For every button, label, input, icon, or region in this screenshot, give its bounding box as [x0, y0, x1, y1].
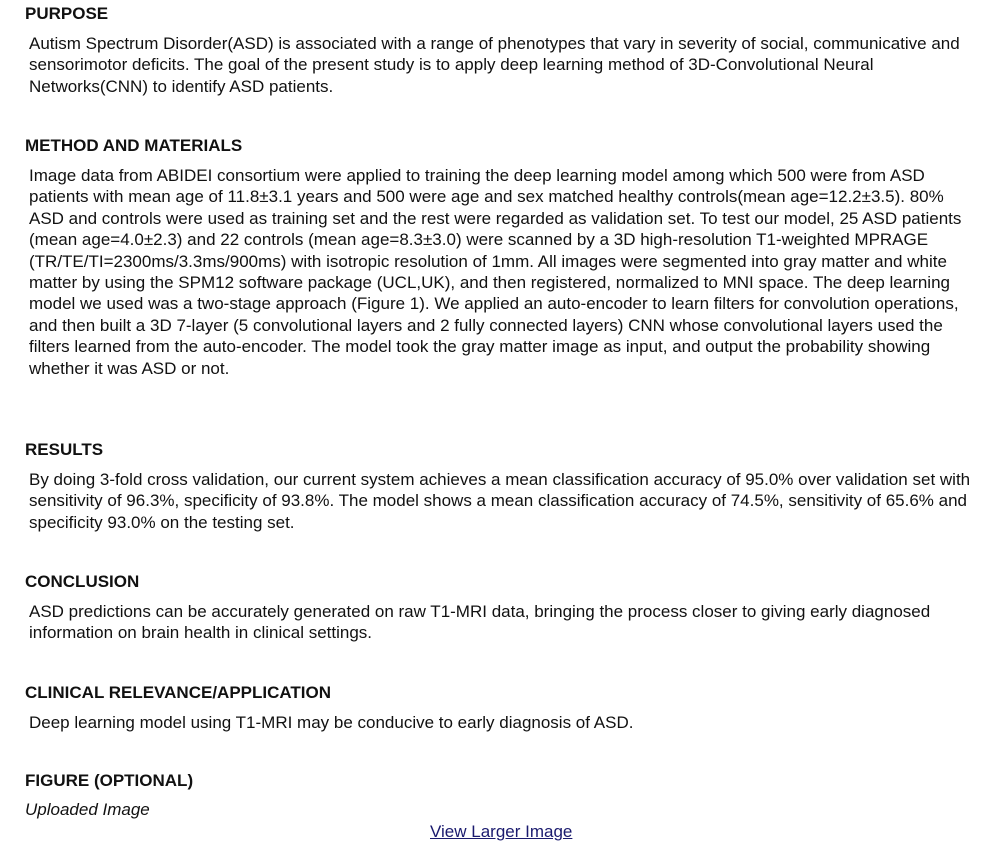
section-heading: CONCLUSION — [25, 572, 140, 591]
view-larger-image-link[interactable]: View Larger Image — [430, 822, 573, 841]
section-conclusion — [25, 572, 975, 644]
section-figure — [25, 771, 975, 820]
section-results — [25, 440, 975, 533]
section-heading: FIGURE (OPTIONAL) — [25, 771, 194, 790]
section-text: By doing 3-fold cross validation, our current system achieves a mean classification accuracy of 95.0% over validation set with sensitivity of 96.3%, specificity of 93.8%. The model shows a mean classification accuracy of 74.5%, sensitivity of 65.6% and specificity 93.0% on the testing set. — [29, 470, 971, 532]
section-text: Deep learning model using T1-MRI may be conducive to early diagnosis of ASD. — [29, 713, 634, 732]
section-text: Image data from ABIDEI consortium were applied to training the deep learning model among which 500 were from ASD patients with mean age of 11.8±3.1 years and 500 were age and sex matched healthy controls(mean age=12.2±3.5). 80% ASD and controls were used as training set and the rest were regarded as validation set. To test our model, 25 ASD patients (mean age=4.0±2.3) and 22 controls (mean age=8.3±3.0) were scanned by a 3D high-resolution T1-weighted MPRAGE (TR/TE/TI=2300ms/3.3ms/900ms) with isotropic resolution of 1mm. All images were segmented into gray matter and white matter by using the SPM12 software package (UCL,UK), and then registered, normalized to MNI space. The deep learning model we used was a two-stage approach (Figure 1). We applied an auto-encoder to learn filters for convolution operations, and then built a 3D 7-layer (5 convolutional layers and 2 fully connected layers) CNN whose convolutional layers used the filters learned from the auto-encoder. The model took the gray matter image as input, and output the probability showing whether it was ASD or not. — [29, 166, 962, 378]
section-heading: PURPOSE — [25, 4, 109, 23]
section-text: Autism Spectrum Disorder(ASD) is associated with a range of phenotypes that vary in severity of social, communicative and sensorimotor deficits. The goal of the present study is to apply deep learning method of 3D-Convolutional Neural Networks(CNN) to identify ASD patients. — [29, 34, 960, 96]
section-text: ASD predictions can be accurately generated on raw T1-MRI data, bringing the process closer to giving early diagnosed information on brain health in clinical settings. — [29, 602, 931, 643]
section-clinical-relevance — [25, 683, 975, 733]
uploaded-image-caption: Uploaded Image — [25, 800, 150, 819]
section-heading: RESULTS — [25, 440, 104, 459]
section-method-and-materials — [25, 136, 975, 379]
section-heading: CLINICAL RELEVANCE/APPLICATION — [25, 683, 332, 702]
section-purpose — [25, 4, 975, 97]
section-heading: METHOD AND MATERIALS — [25, 136, 243, 155]
